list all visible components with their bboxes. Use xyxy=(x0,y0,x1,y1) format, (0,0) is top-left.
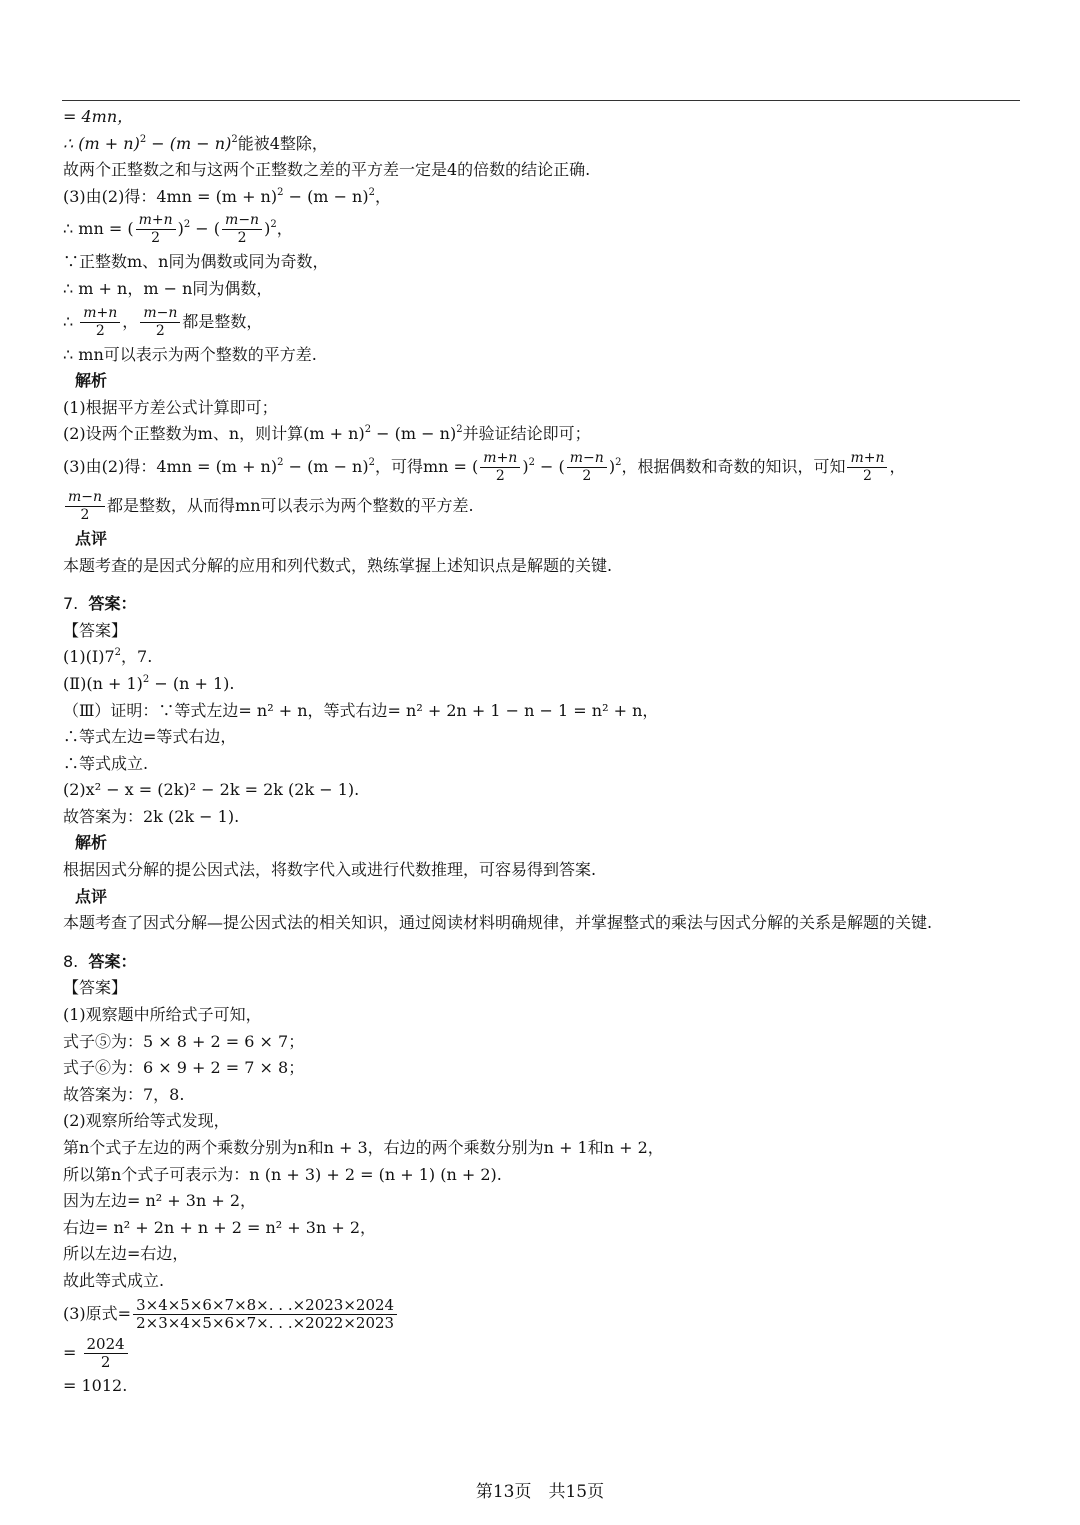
q8-l12-pre: (3)原式= xyxy=(63,1303,132,1323)
q7-line xyxy=(63,671,1013,698)
fraction xyxy=(133,1297,397,1332)
q8-l8: 因为左边= n² + 3n + 2， xyxy=(63,1191,257,1211)
q6-l4-pre: (3)由(2)得：4mn = (m + n) xyxy=(63,186,278,206)
q7-l1-pre: (1)(I)7 xyxy=(63,647,115,667)
q6-analysis-line xyxy=(63,448,1013,487)
q6-l3: 故两个正整数之和与这两个正整数之差的平方差一定是4的倍数的结论正确. xyxy=(63,160,591,180)
fraction-numerator: m+n xyxy=(80,305,120,323)
spacer xyxy=(63,579,1013,591)
fraction xyxy=(80,305,120,340)
q6-l5-pre: ∴ mn = ( xyxy=(63,219,134,239)
q6-l5-mid: ) xyxy=(177,219,184,239)
q7-a1: 根据因式分解的提公因式法，将数字代入或进行代数推理，可容易得到答案. xyxy=(63,860,597,880)
q6-a2-mid: − (m − n) xyxy=(371,424,457,444)
q7-l4: ∴等式左边=等式右边， xyxy=(63,727,237,747)
fraction-denominator: 2 xyxy=(582,467,592,484)
q6-l5-mid2: − ( xyxy=(190,219,221,239)
q8-l13-pre: = xyxy=(63,1342,82,1362)
fraction xyxy=(480,450,520,485)
q6-a1: (1)根据平方差公式计算即可； xyxy=(63,397,278,417)
q7-l2-pre: (Ⅱ)(n + 1) xyxy=(63,673,143,693)
fraction xyxy=(222,212,262,247)
answer-tag: 【答案】 xyxy=(63,620,128,640)
q7-l7: 故答案为：2k (2k − 1). xyxy=(63,806,240,826)
fraction xyxy=(136,212,176,247)
fraction-numerator: m+n xyxy=(136,212,176,230)
q6-a3-post: ，根据偶数和奇数的知识，可知 xyxy=(621,456,846,476)
q6-line xyxy=(63,131,1013,158)
fraction-denominator: 2 xyxy=(863,467,872,484)
spacer xyxy=(63,937,1013,949)
fraction-denominator: 2×3×4×5×6×7×. . .×2022×2023 xyxy=(136,1313,395,1332)
exponent: 2 xyxy=(231,133,238,145)
page-content xyxy=(63,104,1013,1399)
exponent: 2 xyxy=(139,133,147,145)
q8-heading xyxy=(63,949,1013,976)
question-number: 8. xyxy=(63,951,79,971)
q6-l4-mid: − (m − n) xyxy=(283,186,369,206)
q8-l10: 所以左边=右边， xyxy=(63,1244,189,1264)
exponent: 2 xyxy=(368,456,375,468)
q8-l3: 式子⑥为：6 × 9 + 2 = 7 × 8； xyxy=(63,1058,305,1078)
exponent: 2 xyxy=(364,424,372,436)
q6-l8-post: 都是整数， xyxy=(182,311,263,331)
q7-line xyxy=(63,644,1013,671)
fraction-denominator: 2 xyxy=(100,1352,111,1371)
q6-l5-post: ) xyxy=(264,219,271,239)
q7-l2-post: − (n + 1). xyxy=(149,673,235,693)
q6-analysis-line xyxy=(63,487,1013,526)
q7-l3: （Ⅲ）证明：∵等式左边= n² + n，等式右边= n² + 2n + 1 − n − 1 = n² + n， xyxy=(63,700,659,720)
q8-l5: (2)观察所给等式发现， xyxy=(63,1111,230,1131)
exponent: 2 xyxy=(456,424,463,436)
q6-line xyxy=(63,210,1013,249)
q6-l6: ∵正整数m、n同为偶数或同为奇数， xyxy=(63,252,329,272)
q6-a2-post: 并验证结论即可； xyxy=(462,424,591,444)
q6-a4-post: 都是整数，从而得mn可以表示为两个整数的平方差. xyxy=(107,495,474,515)
exponent: 2 xyxy=(270,219,277,231)
fraction-denominator: 2 xyxy=(495,467,505,484)
exponent: 2 xyxy=(277,456,284,468)
q8-l6: 第n个式子左边的两个乘数分别为n和n + 3，右边的两个乘数分别为n + 1和n + 2， xyxy=(63,1138,664,1157)
q6-line xyxy=(63,104,1013,131)
comment-label: 点评 xyxy=(75,528,108,548)
q6-a3-mid5: ) xyxy=(608,456,616,476)
q8-l2: 式子⑤为：5 × 8 + 2 = 6 × 7； xyxy=(63,1031,305,1051)
q6-l8-pre: ∴ xyxy=(63,311,79,331)
fraction-numerator: 2024 xyxy=(84,1336,128,1354)
q6-l7: ∴ m + n，m − n同为偶数， xyxy=(63,278,273,298)
q6-l5-end: ， xyxy=(276,219,293,239)
page-footer: 第13页 共15页 xyxy=(475,1482,605,1502)
q6-a2-pre: (2)设两个正整数为m、n，则计算(m + n) xyxy=(63,424,365,444)
exponent: 2 xyxy=(615,456,622,468)
fraction xyxy=(847,450,887,485)
analysis-label: 解析 xyxy=(75,833,108,853)
question-title: 答案： xyxy=(88,594,137,614)
exponent: 2 xyxy=(368,186,375,198)
q6-l2-mid: − (m − n) xyxy=(146,133,232,153)
q6-l9: ∴ mn可以表示为两个整数的平方差. xyxy=(63,344,317,364)
q8-l14: = 1012. xyxy=(63,1375,128,1395)
exponent: 2 xyxy=(114,647,122,659)
q6-line xyxy=(63,184,1013,211)
fraction xyxy=(65,489,105,524)
q6-a3-end: ， xyxy=(889,456,906,476)
q7-heading xyxy=(63,591,1013,618)
fraction-numerator: m+n xyxy=(847,450,887,468)
q7-l6: (2)x² − x = (2k)² − 2k = 2k (2k − 1). xyxy=(63,780,360,800)
fraction-denominator: 2 xyxy=(237,230,247,247)
q7-l5: ∴等式成立. xyxy=(63,753,149,773)
q6-l2-post: 能被4整除， xyxy=(237,133,328,153)
fraction xyxy=(84,1336,128,1371)
fraction-numerator: m−n xyxy=(65,489,105,507)
exponent: 2 xyxy=(277,186,284,198)
exponent: 2 xyxy=(528,456,535,468)
fraction-numerator: m−n xyxy=(567,450,607,468)
q6-a3-pre: (3)由(2)得：4mn = (m + n) xyxy=(63,456,278,476)
exponent: 2 xyxy=(142,673,150,685)
comment-label: 点评 xyxy=(75,886,108,906)
q6-a3-mid3: ) xyxy=(522,456,529,476)
exponent: 2 xyxy=(183,219,191,231)
q8-line xyxy=(63,1295,1013,1334)
fraction-numerator: m−n xyxy=(140,305,180,323)
fraction xyxy=(567,450,607,485)
fraction-denominator: 2 xyxy=(95,322,105,339)
q6-l2-pre: ∴ (m + n) xyxy=(63,133,140,153)
question-number: 7. xyxy=(63,594,79,614)
q6-c1: 本题考查的是因式分解的应用和列代数式，熟练掌握上述知识点是解题的关键. xyxy=(63,555,613,575)
fraction-denominator: 2 xyxy=(151,230,161,247)
q8-l4: 故答案为：7，8. xyxy=(63,1084,185,1104)
q6-l1: = 4mn， xyxy=(63,107,134,126)
q6-a3-mid: − (m − n) xyxy=(283,456,369,476)
q7-c1: 本题考查了因式分解—提公因式法的相关知识，通过阅读材料明确规律，并掌握整式的乘法与因式分解的关系是解题的关键. xyxy=(63,913,933,933)
q8-l1: (1)观察题中所给式子可知， xyxy=(63,1005,262,1025)
fraction-denominator: 2 xyxy=(80,506,90,523)
analysis-label: 解析 xyxy=(75,371,108,391)
q8-l9: 右边= n² + 2n + n + 2 = n² + 3n + 2， xyxy=(63,1217,377,1237)
fraction-numerator: m−n xyxy=(222,212,262,230)
q7-l1-post: ，7. xyxy=(121,647,153,667)
fraction-numerator: 3×4×5×6×7×8×. . .×2023×2024 xyxy=(133,1297,397,1315)
question-title: 答案： xyxy=(88,951,137,971)
q6-line xyxy=(63,303,1013,342)
q6-l4-post: ， xyxy=(374,186,391,206)
header-rule xyxy=(62,100,1020,101)
q8-l7: 所以第n个式子可表示为：n (n + 3) + 2 = (n + 1) (n + 2). xyxy=(63,1164,502,1184)
fraction-denominator: 2 xyxy=(155,322,165,339)
q8-l11: 故此等式成立. xyxy=(63,1270,165,1290)
fraction xyxy=(140,305,180,340)
fraction-numerator: m+n xyxy=(480,450,520,468)
q8-line xyxy=(63,1334,1013,1373)
answer-tag: 【答案】 xyxy=(63,978,128,998)
q6-analysis-line xyxy=(63,421,1013,448)
q6-a3-mid2: ，可得mn = ( xyxy=(374,456,479,476)
q6-l8-sep: ， xyxy=(122,311,139,331)
q6-a3-mid4: − ( xyxy=(534,456,565,476)
